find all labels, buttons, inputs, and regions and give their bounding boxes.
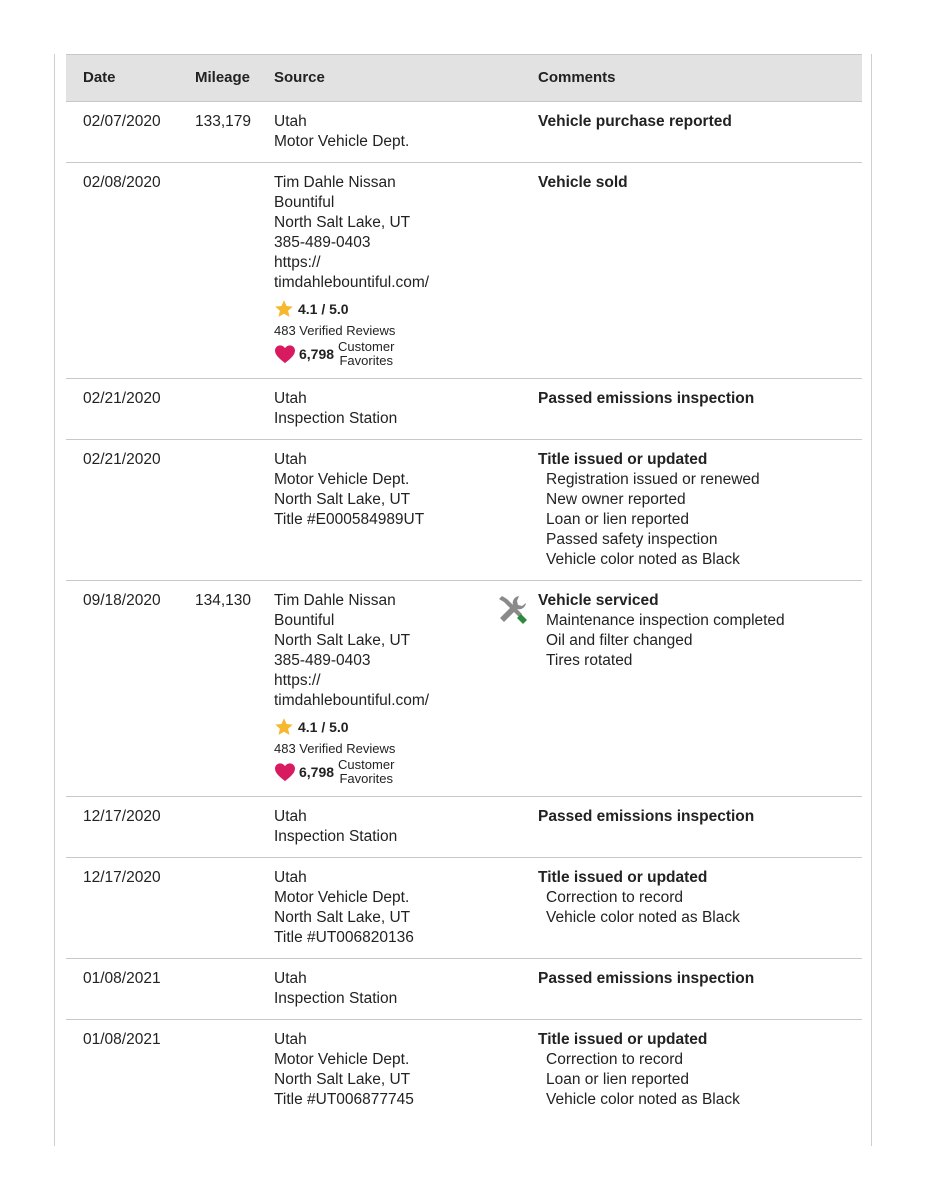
table-row <box>66 581 862 797</box>
favorites-label <box>338 340 394 368</box>
frame-left-border <box>54 54 55 1146</box>
customer-favorites <box>274 758 485 786</box>
row-icon-cell <box>485 807 538 847</box>
row-date: 01/08/2021 <box>83 1031 161 1048</box>
favorites-count: 6,798 <box>299 346 335 362</box>
source-line: Utah <box>274 390 307 407</box>
source-line: North Salt Lake, UT <box>274 1071 411 1088</box>
row-mileage <box>195 868 274 948</box>
row-icon-cell <box>485 969 538 1009</box>
source-line: 385-489-0403 <box>274 652 371 669</box>
table-row <box>66 1020 862 1120</box>
service-tools-icon <box>495 593 529 627</box>
comment-title: Title issued or updated <box>538 1031 708 1048</box>
verified-reviews-link[interactable]: 483 Verified Reviews <box>274 741 396 756</box>
table-row <box>66 858 862 959</box>
source-line: timdahlebountiful.com/ <box>274 274 430 291</box>
row-source <box>274 969 485 1009</box>
dealer-rating <box>274 717 485 737</box>
source-line: Inspection Station <box>274 990 398 1007</box>
row-comments <box>538 807 862 847</box>
row-date: 02/21/2020 <box>83 451 161 468</box>
row-comments <box>538 591 862 786</box>
comment-detail: Loan or lien reported <box>546 1071 690 1088</box>
star-icon <box>274 299 294 319</box>
heart-icon <box>274 762 296 782</box>
favorites-label-line: Favorites <box>339 353 393 368</box>
header-mileage: Mileage <box>195 69 251 86</box>
row-source <box>274 450 485 570</box>
favorites-count: 6,798 <box>299 764 335 780</box>
favorites-label <box>338 758 394 786</box>
source-line: Bountiful <box>274 194 335 211</box>
row-mileage <box>195 969 274 1009</box>
comment-detail: Passed safety inspection <box>546 531 718 548</box>
row-mileage <box>195 173 274 368</box>
source-line: Motor Vehicle Dept. <box>274 1051 410 1068</box>
favorites-label-line: Favorites <box>339 771 393 786</box>
source-line: North Salt Lake, UT <box>274 632 411 649</box>
star-icon <box>274 717 294 737</box>
rating-value: 4.1 / 5.0 <box>298 719 349 735</box>
dealer-rating <box>274 299 485 319</box>
comment-detail: Registration issued or renewed <box>546 471 760 488</box>
row-icon-cell <box>485 868 538 948</box>
row-mileage <box>195 1030 274 1110</box>
source-line: Title #UT006877745 <box>274 1091 414 1108</box>
header-date: Date <box>83 69 116 86</box>
row-source <box>274 807 485 847</box>
source-line: Utah <box>274 113 307 130</box>
row-source <box>274 112 485 152</box>
vehicle-history-table <box>66 54 862 1120</box>
comment-title: Vehicle purchase reported <box>538 113 732 130</box>
comment-detail: Loan or lien reported <box>546 511 690 528</box>
row-icon-cell <box>485 1030 538 1110</box>
comment-title: Vehicle sold <box>538 174 628 191</box>
row-comments <box>538 173 862 368</box>
comment-detail: New owner reported <box>546 491 686 508</box>
comment-title: Passed emissions inspection <box>538 390 755 407</box>
source-line: Inspection Station <box>274 410 398 427</box>
row-comments <box>538 868 862 948</box>
comment-detail: Maintenance inspection completed <box>546 612 785 629</box>
comment-title: Passed emissions inspection <box>538 808 755 825</box>
comment-detail: Vehicle color noted as Black <box>546 1091 740 1108</box>
row-mileage <box>195 450 274 570</box>
row-mileage: 134,130 <box>195 592 252 609</box>
table-row <box>66 379 862 440</box>
row-source <box>274 591 485 786</box>
comment-title: Title issued or updated <box>538 451 708 468</box>
rating-value: 4.1 / 5.0 <box>298 301 349 317</box>
comment-detail: Correction to record <box>546 889 683 906</box>
row-source <box>274 389 485 429</box>
comment-detail: Vehicle color noted as Black <box>546 551 740 568</box>
table-row <box>66 163 862 379</box>
source-line: Inspection Station <box>274 828 398 845</box>
row-icon-cell <box>485 389 538 429</box>
table-body <box>66 102 862 1120</box>
source-line: North Salt Lake, UT <box>274 491 411 508</box>
comment-title: Vehicle serviced <box>538 592 659 609</box>
verified-reviews-link[interactable]: 483 Verified Reviews <box>274 323 396 338</box>
source-line: Utah <box>274 451 307 468</box>
row-mileage: 133,179 <box>195 113 252 130</box>
source-line: Utah <box>274 869 307 886</box>
row-comments <box>538 969 862 1009</box>
favorites-label-line: Customer <box>338 339 395 354</box>
comment-detail: Correction to record <box>546 1051 683 1068</box>
source-line: Title #UT006820136 <box>274 929 414 946</box>
header-source: Source <box>274 69 325 86</box>
row-comments <box>538 450 862 570</box>
source-line: https:// <box>274 254 321 271</box>
comment-title: Title issued or updated <box>538 869 708 886</box>
source-line: Motor Vehicle Dept. <box>274 889 410 906</box>
row-date: 01/08/2021 <box>83 970 161 987</box>
row-source <box>274 868 485 948</box>
table-row <box>66 102 862 163</box>
row-mileage <box>195 389 274 429</box>
row-icon-cell <box>485 591 538 786</box>
row-date: 02/08/2020 <box>83 174 161 191</box>
table-row <box>66 440 862 581</box>
source-line: timdahlebountiful.com/ <box>274 692 430 709</box>
source-line: Tim Dahle Nissan <box>274 592 396 609</box>
source-line: 385-489-0403 <box>274 234 371 251</box>
source-line: Motor Vehicle Dept. <box>274 471 410 488</box>
source-line: Title #E000584989UT <box>274 511 425 528</box>
source-line: Utah <box>274 1031 307 1048</box>
source-line: Utah <box>274 970 307 987</box>
customer-favorites <box>274 340 485 368</box>
row-date: 12/17/2020 <box>83 869 161 886</box>
comment-detail: Oil and filter changed <box>546 632 693 649</box>
source-line: https:// <box>274 672 321 689</box>
source-line: Utah <box>274 808 307 825</box>
row-date: 12/17/2020 <box>83 808 161 825</box>
row-icon-cell <box>485 450 538 570</box>
row-mileage <box>195 807 274 847</box>
heart-icon <box>274 344 296 364</box>
row-icon-cell <box>485 173 538 368</box>
frame-right-border <box>871 54 872 1146</box>
row-source <box>274 1030 485 1110</box>
row-comments <box>538 112 862 152</box>
table-row <box>66 959 862 1020</box>
table-row <box>66 797 862 858</box>
header-comments: Comments <box>538 69 616 86</box>
row-icon-cell <box>485 112 538 152</box>
table-header <box>66 54 862 102</box>
source-line: North Salt Lake, UT <box>274 909 411 926</box>
comment-detail: Vehicle color noted as Black <box>546 909 740 926</box>
row-date: 09/18/2020 <box>83 592 161 609</box>
row-date: 02/07/2020 <box>83 113 161 130</box>
row-comments <box>538 1030 862 1110</box>
favorites-label-line: Customer <box>338 757 395 772</box>
comment-detail: Tires rotated <box>546 652 633 669</box>
source-line: North Salt Lake, UT <box>274 214 411 231</box>
row-comments <box>538 389 862 429</box>
source-line: Bountiful <box>274 612 335 629</box>
source-line: Tim Dahle Nissan <box>274 174 396 191</box>
comment-title: Passed emissions inspection <box>538 970 755 987</box>
row-date: 02/21/2020 <box>83 390 161 407</box>
row-source <box>274 173 485 368</box>
source-line: Motor Vehicle Dept. <box>274 133 410 150</box>
